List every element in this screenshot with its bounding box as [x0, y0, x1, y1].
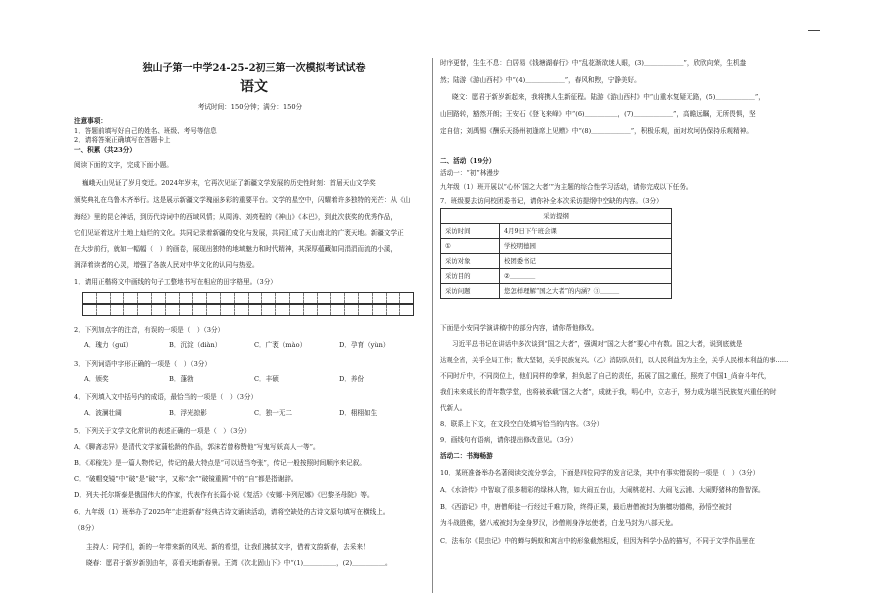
table-header: 采访提纲: [441, 209, 672, 224]
question-2-options: [84, 342, 424, 349]
subject-title: 语文: [240, 79, 268, 95]
table-row: 采访问题 您怎样理解“国之大者”的内涵？③＿＿＿: [441, 284, 672, 299]
activity-2-heading: 活动二：书海畅游: [440, 452, 493, 460]
option[interactable]: D．栩栩如生: [339, 409, 378, 417]
notes-heading: 注意事项：: [74, 117, 107, 125]
option[interactable]: A．颁奖: [84, 375, 109, 383]
option[interactable]: A．波澜壮阔: [84, 409, 122, 417]
part2-heading: 二、活动（19分）: [440, 157, 496, 165]
passage-line: 海经》里的昆仑神话，到历代诗词中的西域风情；从周涛、刘亮程的《神山》《本巴》，到此次获奖的优秀作品，: [74, 213, 398, 221]
margin-mark: [808, 30, 820, 31]
question-6: 6．九年级（1）班举办了2025年“走进新春”经典古诗文诵读活动，请将空缺处的古诗文原句填写在横线上。: [74, 508, 390, 516]
option[interactable]: B．沉淀（diàn）: [169, 341, 222, 349]
option[interactable]: C．法布尔《昆虫记》中的蝉与蚂蚁和寓言中的形象截然相反，但因为科学小品的描写，不同于文学作品里在: [440, 537, 755, 545]
activity-1-heading: 活动一：“初”林漫步: [440, 169, 500, 177]
option[interactable]: C．“破帽变镜”中“破”是“破”字，又称“余”“破镜重圆”中的“自”都是指谢辞。: [74, 475, 298, 483]
host-line: 主持人：同学们，新的一年带来新的风光、新的希望，让我们拂拭文字，借着文韵新春，去采来！: [86, 543, 370, 551]
question-7: 7．班级要去访问校团委书记，请你补全本次采访提纲中空缺的内容。（3分）: [440, 197, 663, 205]
answer-grid[interactable]: [82, 292, 414, 304]
option[interactable]: B．蓬勃: [169, 375, 194, 383]
option[interactable]: B．浮光掠影: [169, 409, 207, 417]
speech-line: 我们未来成长的青年数学堂，也将被承载“国之大者”，成就于我，明心中，立志于，努力成为堪当民族复兴重任的时: [440, 388, 777, 396]
answer-grid[interactable]: [82, 304, 414, 316]
question-7b: 下面是小安同学演讲稿中的部分内容，请你帮他修改。: [440, 324, 599, 332]
interview-outline-table: [440, 208, 672, 299]
table-row: 采访目的 ②＿＿＿＿: [441, 269, 672, 284]
speech-line: 代新人。: [440, 404, 467, 412]
notes-item: 2．请将答案正确填写在答题卡上: [74, 136, 171, 144]
poem-line[interactable]: 时序更替，生生不息：白居易《钱塘湖春行》中“乱花渐欲迷人眼，(3)＿＿＿＿＿＿”，欣欣向荣，生机盎: [440, 59, 747, 67]
notes-item: 1．答题前填写好自己的姓名、班级、考号等信息: [74, 127, 217, 135]
question-5: 5．下列关于文学文化常识的表述正确的一项是（ ）（3分）: [74, 427, 251, 435]
exam-meta: 考试时间：150分钟；满分：150分: [197, 103, 303, 111]
option[interactable]: C．广袤（mào）: [254, 341, 307, 349]
passage-line: 巍峨天山见证了岁月变迁。2024年岁末，它再次见证了新疆文学发展的历史性时刻：首届天山文学奖: [82, 179, 376, 187]
option[interactable]: 为斗战胜佛，猪八戒被封为金身罗汉，沙僧则身净坛使者，白龙马封为八部天龙。: [440, 519, 678, 527]
option[interactable]: A．《水浒传》中智取了很多精彩的绿林人物，如大闹五台山，大闹桃花村、大闹飞云浦、大闹野猪林的鲁智深。: [440, 486, 765, 494]
passage-line: 颁奖典礼在乌鲁木齐举行。这是展示新疆文学瑰丽多彩的重要平台。文学的星空中，闪耀着许多独特的光芒：从《山: [74, 196, 411, 204]
fill-line[interactable]: 晓春：愿君于新岁新别由年，喜看天地新春景。王湾《次北固山下》中“(1)＿＿＿＿＿，(2)＿＿＿＿＿。: [86, 559, 392, 567]
option[interactable]: B．《邓稼先》是一篇人物传记，传记的最大特点是“可以适当夸张”，传记一般按照时间顺序来记叙。: [74, 459, 366, 467]
question-9: 9．画线句有语病，请你提出修改意见。（3分）: [440, 436, 577, 444]
table-row: 采访对象 校团委书记: [441, 254, 672, 269]
table-row: 采访时间 4月9日下午班会课: [441, 224, 672, 239]
option[interactable]: C．独一无二: [254, 409, 293, 417]
poem-line[interactable]: 晓文：愿君于新岁新起来，我将携人生新征程。陆游《游山西村》中“山重水复疑无路，(5)＿＿＿＿＿＿”，: [452, 93, 765, 101]
question-3: 3．下列词语中字形正确的一项是（ ）（3分）: [74, 360, 211, 368]
option[interactable]: C．丰硕: [254, 375, 279, 383]
speech-line: 达观全省，关乎全局工作；数大坚韧，关乎民族复兴。（乙）消防队员们，以人民利益为为主全，关乎人民根本利益的事……: [440, 356, 789, 364]
question-10: 10．某班准备举办名著阅读交流分享会，下面是四位同学的发言记录，其中有事实错误的一项是（ ）（3分）: [440, 469, 760, 477]
exam-title: 独山子第一中学24-25-2初三第一次模拟考试试卷: [142, 63, 366, 74]
part1-instruction: 阅读下面的文字，完成下面小题。: [74, 161, 173, 169]
option[interactable]: D．孕育（yùn）: [339, 341, 390, 349]
question-1: 1．请用正楷将文中画线的句子工整地书写在相应的田字格里。（3分）: [74, 278, 277, 286]
activity-1-intro: 九年级（1）班开展以“心怀‘国之大者’”为主题的综合性学习活动，请你完成以下任务。: [440, 183, 693, 191]
poem-line[interactable]: 定自信；刘禹锡《酬乐天扬州初逢席上见赠》中“(8)＿＿＿＿＿＿”，积极乐观，面对坎坷仍保持乐观精神。: [440, 127, 753, 135]
passage-line: 在大步前行，就如一幅幅（ ）的画卷，展现出独特的地域魅力和时代精神，其深厚蕴藏如同涓涓而流的小溪，: [74, 245, 398, 253]
question-4: 4．下列填入文中括号内的成语，最恰当的一项是（ ）（3分）: [74, 393, 258, 401]
poem-line[interactable]: 山回路转，豁然开朗；王安石《登飞来峰》中“(6)＿＿＿＿＿，(7)＿＿＿＿＿＿”，高瞻远瞩，无所畏惧，坚: [440, 110, 756, 118]
poem-line[interactable]: 然；陆游《游山西村》中“(4)＿＿＿＿＿＿”，春风和煦，宁静美好。: [440, 76, 641, 84]
passage-line: 它们见证着这片土地上灿烂的文化。共同记录着新疆的变化与发展，共同汇成了天山南北的广袤天地。新疆文学正: [74, 229, 404, 237]
question-2: 2．下列加点字的注音，有误的一项是（ ）（3分）: [74, 326, 225, 334]
column-divider: [432, 58, 433, 593]
table-row: ① 学校明德园: [441, 239, 672, 254]
speech-line: 不同时斤中，不同岗位上，他们同样的拳掌，担负起了自己的责任，拓展了国之重任，照亮了中国1_尚奋斗年代，: [440, 372, 771, 380]
option[interactable]: D．养份: [339, 375, 365, 383]
question-6-points: （8分）: [74, 524, 98, 532]
question-4-options: [84, 410, 424, 417]
option[interactable]: B．《西游记》中，唐僧师徒一行经过千难万险，终得正果，最后唐僧被封为旃檀功德佛，孙悟空被封: [440, 503, 732, 511]
option[interactable]: D．列夫·托尔斯泰是俄国伟大的作家，代表作有长篇小说《复活》《安娜·卡列尼娜》《巴黎圣母院》等。: [74, 491, 374, 499]
passage-line: 润泽着读者的心灵，增强了各族人民对中华文化的认同与热爱。: [74, 261, 259, 269]
part1-heading: 一、积累（共23分）: [74, 146, 136, 154]
question-8: 8．联系上下文，在文段空白处填写恰当的内容。（3分）: [440, 420, 604, 428]
question-3-options: [84, 376, 424, 383]
speech-line: 习近平总书记在讲话中多次谈到“国之大者”，强调对“国之大者”要心中有数。国之大者，说到底就是: [452, 340, 743, 348]
option[interactable]: A．《聊斋志异》是清代文学家蒲松龄的作品，郭沫若曾称赞他“写鬼写妖高人一等”。: [74, 443, 320, 451]
option[interactable]: A．瑰力（guī）: [84, 341, 133, 349]
